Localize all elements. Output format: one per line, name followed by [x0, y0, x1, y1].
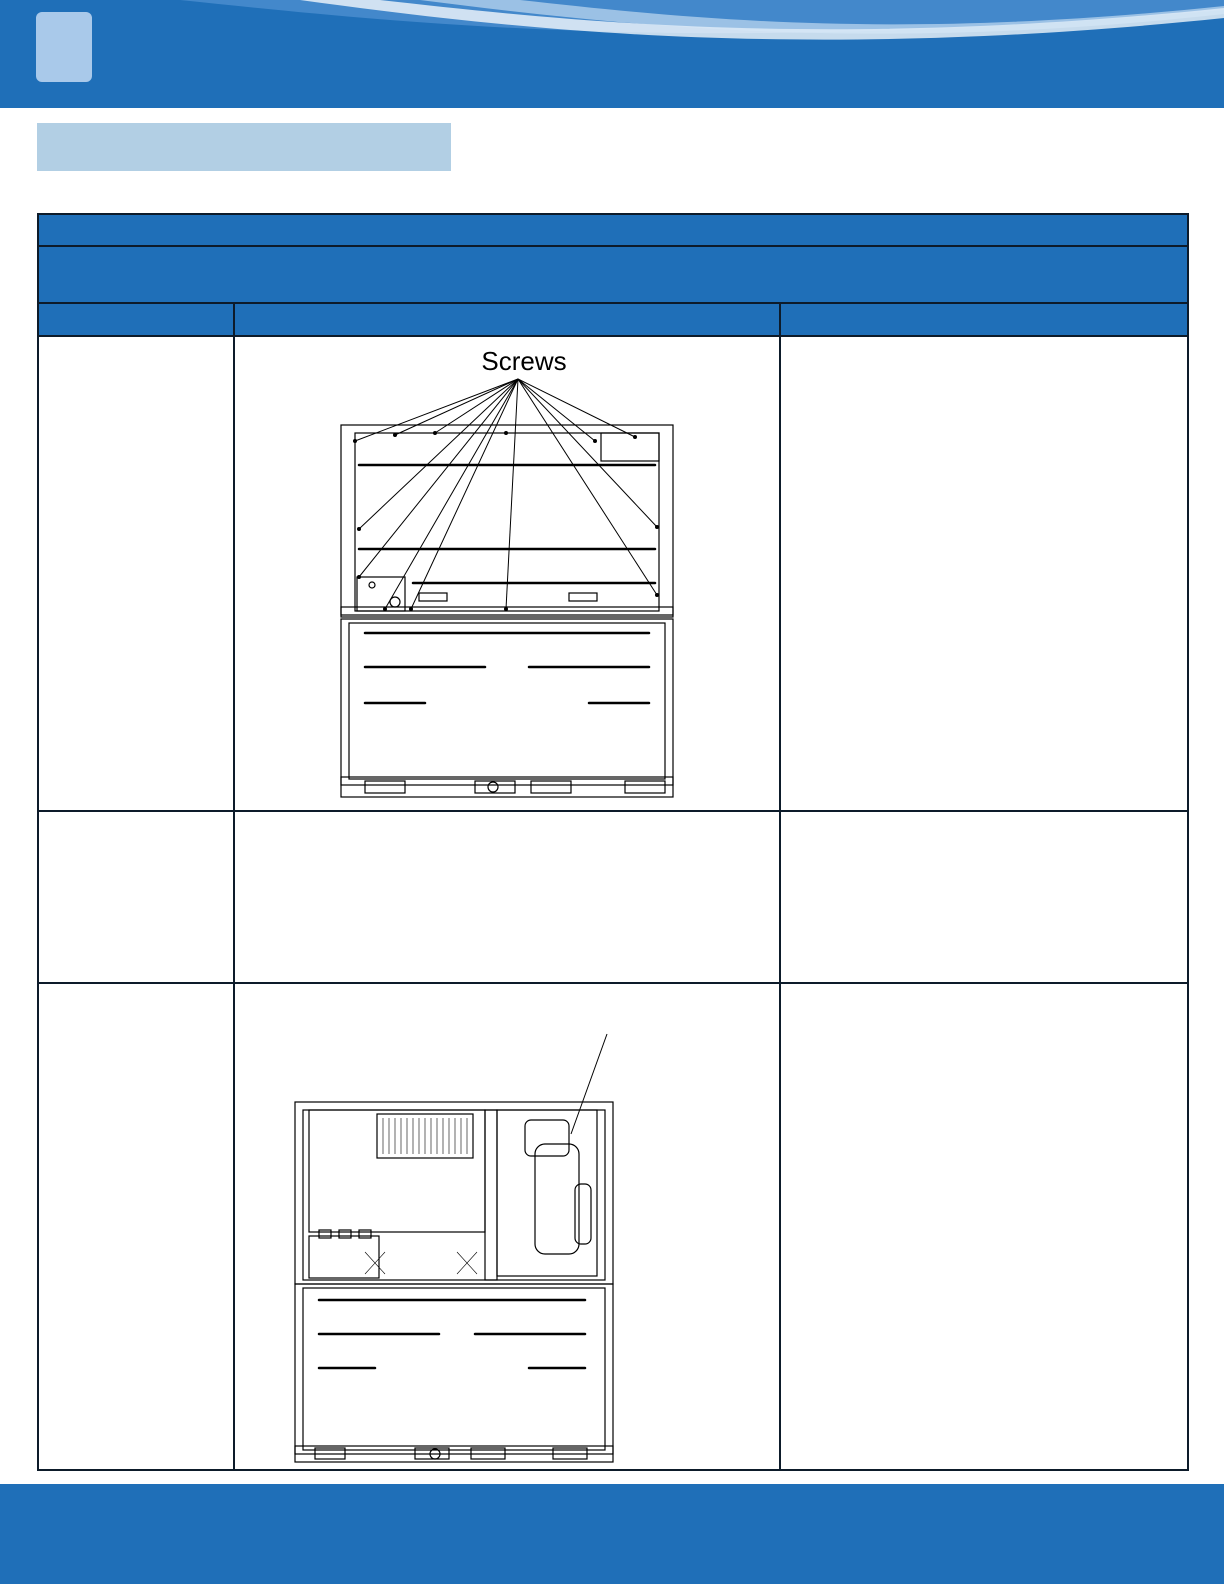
figure-cell [234, 811, 780, 983]
header-wave-decoration [0, 0, 1224, 108]
description-cell [780, 983, 1188, 1470]
table-row [38, 336, 1188, 811]
description-cell [780, 336, 1188, 811]
page-footer [0, 1484, 1224, 1584]
table-subtitle [38, 246, 1188, 303]
figure-label-screws: Screws [481, 346, 567, 376]
table-row [38, 983, 1188, 1470]
column-header-step [38, 303, 234, 336]
step-cell [38, 336, 234, 811]
chapter-badge [36, 12, 92, 82]
table-row [38, 811, 1188, 983]
description-cell [780, 811, 1188, 983]
figure-cell [234, 983, 780, 1470]
unit-front-panel-screws-figure [235, 337, 781, 805]
table-title [38, 214, 1188, 246]
step-cell [38, 983, 234, 1470]
unit-internal-components-figure [235, 984, 781, 1464]
section-title-bar [37, 123, 451, 171]
figure-cell [234, 336, 780, 811]
page-header [0, 0, 1224, 108]
step-cell [38, 811, 234, 983]
column-header-figure [234, 303, 780, 336]
column-header-description [780, 303, 1188, 336]
procedure-table [37, 213, 1189, 1471]
